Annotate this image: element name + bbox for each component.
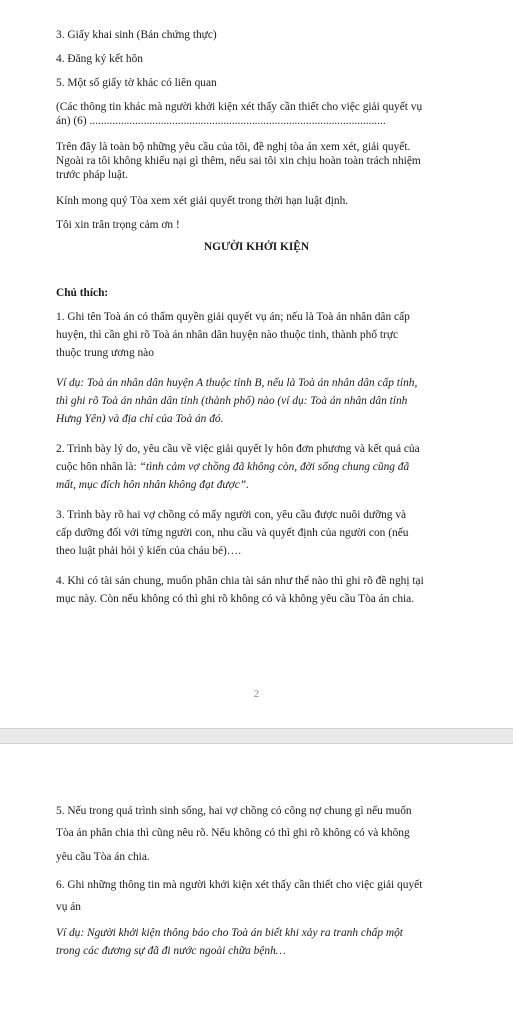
note-1-example-line-2: thì ghi rõ Toà án nhân dân tỉnh (thành phố) nào (ví dụ: Toà án nhân dân tỉnh [56, 395, 408, 407]
other-info-line-1: (Các thông tin khác mà người khởi kiện xét thấy cần thiết cho việc giải quyết vụ [56, 101, 423, 113]
note-5-line-2: Tòa án phân chia thì cũng nêu rõ. Nếu không có thì ghi rõ không có và không [56, 827, 410, 839]
note-1-line-1: 1. Ghi tên Toà án có thẩm quyền giải quyết vụ án; nếu là Toà án nhân dân cấp [56, 311, 410, 323]
note-3-line-3: theo luật phải hỏi ý kiến của cháu bé)…. [56, 545, 242, 557]
document-page-2 [0, 744, 513, 1024]
note-1-line-3: thuộc trung ương nào [56, 347, 154, 359]
note-4-line-2: mục này. Còn nếu không có thì ghi rõ không có và không yêu cầu Tòa án chia. [56, 593, 415, 605]
statement-line-2: Ngoài ra tôi không khiếu nại gì thêm, nếu sai tôi xin chịu hoàn toàn trách nhiệm [56, 155, 421, 167]
notes-title: Chú thích: [56, 287, 109, 299]
note-6-line-2: vụ án [56, 901, 81, 913]
page-separator [0, 728, 513, 744]
note-1-example-line-1: Ví dụ: Toà án nhân dân huyện A thuộc tỉnh B, nếu là Toà án nhân dân cấp tỉnh, [56, 377, 418, 389]
note-2-line-1: 2. Trình bày lý do, yêu cầu về việc giải quyết ly hôn đơn phương và kết quả của [56, 443, 420, 455]
note-1-line-2: huyện, thì cần ghi rõ Toà án nhân dân huyện nào thuộc tỉnh, thành phố trực [56, 329, 399, 341]
statement-line-3: trước pháp luật. [56, 169, 128, 181]
attachment-item-4: 4. Đăng ký kết hôn [56, 53, 143, 65]
note-4-line-1: 4. Khi có tài sản chung, muốn phân chia tài sản như thế nào thì ghi rõ đề nghị tại [56, 575, 424, 587]
note-5-line-1: 5. Nếu trong quá trình sinh sống, hai vợ chồng có công nợ chung gì nếu muốn [56, 805, 412, 817]
note-2-quote: “tình cảm vợ chồng đã không còn, đời sống chung cũng đã [139, 461, 410, 473]
note-6-example-line-2: trong các đương sự đã đi nước ngoài chữa bệnh… [56, 945, 286, 957]
note-3-line-1: 3. Trình bày rõ hai vợ chồng có mấy người con, yêu cầu được nuôi dưỡng và [56, 509, 407, 521]
attachment-item-3: 3. Giấy khai sinh (Bản chứng thực) [56, 29, 217, 41]
page-number: 2 [253, 688, 260, 700]
attachment-item-5: 5. Một số giấy tờ khác có liên quan [56, 77, 217, 89]
signer-heading: NGƯỜI KHỞI KIỆN [203, 241, 310, 253]
note-5-line-3: yêu cầu Tòa án chia. [56, 851, 150, 863]
note-1-example-line-3: Hưng Yên) và địa chỉ của Toà án đó. [56, 413, 224, 425]
note-6-line-1: 6. Ghi những thông tin mà người khởi kiện xét thấy cần thiết cho việc giải quyết [56, 879, 423, 891]
statement-line-1: Trên đây là toàn bộ những yêu cầu của tôi, đề nghị tòa án xem xét, giải quyết. [56, 141, 411, 153]
note-2-quote-line-3: mất, mục đích hôn nhân không đạt được”. [56, 479, 249, 491]
note-3-line-2: cấp dưỡng đối với từng người con, nhu cầu và quyết định của người con (nếu [56, 527, 409, 539]
other-info-line-2: án) (6) ........................................................................................................ [56, 115, 386, 127]
note-2-line-2-text: cuộc hôn nhân là: [56, 461, 140, 473]
note-2-line-2 [56, 460, 496, 474]
thanks-line: Tôi xin trân trọng cảm ơn ! [56, 219, 180, 231]
note-6-example-line-1: Ví dụ: Người khởi kiện thông báo cho Toà án biết khi xảy ra tranh chấp một [56, 927, 403, 939]
request-line: Kính mong quý Tòa xem xét giải quyết trong thời hạn luật định. [56, 195, 349, 207]
